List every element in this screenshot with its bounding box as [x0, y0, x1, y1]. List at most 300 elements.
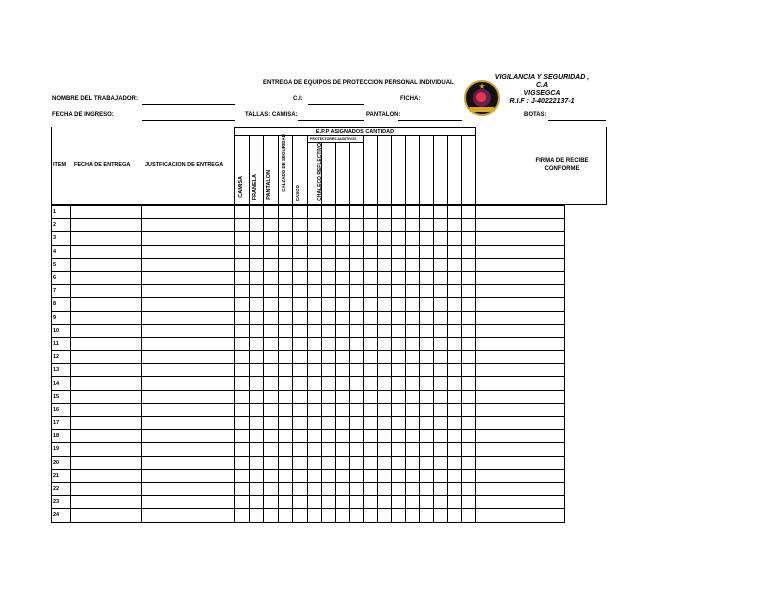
table-cell[interactable] — [462, 245, 476, 258]
table-cell[interactable] — [71, 206, 142, 219]
table-cell[interactable] — [448, 245, 462, 258]
table-cell[interactable] — [434, 232, 448, 245]
table-cell[interactable] — [279, 456, 293, 469]
table-cell[interactable] — [308, 206, 322, 219]
table-cell[interactable] — [336, 469, 350, 482]
table-cell[interactable] — [378, 271, 392, 284]
table-cell[interactable] — [392, 377, 406, 390]
table-cell[interactable] — [378, 232, 392, 245]
table-cell[interactable] — [420, 509, 434, 522]
table-cell[interactable] — [142, 482, 235, 495]
table-cell[interactable] — [392, 417, 406, 430]
table-cell[interactable] — [279, 245, 293, 258]
table-cell[interactable] — [350, 364, 364, 377]
table-cell[interactable] — [476, 337, 565, 350]
table-cell[interactable] — [420, 496, 434, 509]
table-cell[interactable] — [308, 469, 322, 482]
table-cell[interactable] — [392, 324, 406, 337]
table-cell[interactable] — [322, 285, 336, 298]
table-cell[interactable] — [336, 364, 350, 377]
table-cell[interactable] — [392, 232, 406, 245]
table-cell[interactable] — [448, 417, 462, 430]
table-cell[interactable] — [378, 417, 392, 430]
table-cell[interactable] — [476, 298, 565, 311]
table-cell[interactable] — [462, 377, 476, 390]
table-cell[interactable] — [71, 430, 142, 443]
table-cell[interactable] — [279, 324, 293, 337]
table-cell[interactable] — [434, 390, 448, 403]
table-cell[interactable] — [364, 417, 378, 430]
table-cell[interactable] — [350, 285, 364, 298]
table-cell[interactable] — [264, 324, 279, 337]
table-cell[interactable] — [235, 430, 250, 443]
table-cell[interactable] — [235, 298, 250, 311]
table-cell[interactable] — [336, 219, 350, 232]
table-cell[interactable] — [71, 337, 142, 350]
table-cell[interactable] — [336, 245, 350, 258]
table-cell[interactable] — [350, 403, 364, 416]
table-cell[interactable] — [336, 285, 350, 298]
table-cell[interactable] — [392, 456, 406, 469]
table-cell[interactable] — [448, 443, 462, 456]
table-cell[interactable] — [71, 351, 142, 364]
table-cell[interactable] — [392, 469, 406, 482]
table-cell[interactable] — [250, 469, 264, 482]
table-cell[interactable] — [406, 351, 420, 364]
table-cell[interactable] — [392, 351, 406, 364]
table-cell[interactable] — [142, 337, 235, 350]
table-cell[interactable] — [378, 324, 392, 337]
table-cell[interactable] — [308, 324, 322, 337]
table-cell[interactable] — [364, 390, 378, 403]
table-cell[interactable] — [308, 219, 322, 232]
table-cell[interactable] — [279, 271, 293, 284]
table-cell[interactable] — [336, 311, 350, 324]
table-cell[interactable] — [71, 403, 142, 416]
table-cell[interactable] — [142, 430, 235, 443]
table-cell[interactable] — [448, 469, 462, 482]
table-cell[interactable] — [235, 219, 250, 232]
table-cell[interactable] — [420, 219, 434, 232]
table-cell[interactable] — [462, 351, 476, 364]
table-cell[interactable] — [308, 298, 322, 311]
table-cell[interactable] — [279, 443, 293, 456]
table-cell[interactable] — [434, 206, 448, 219]
table-cell[interactable] — [336, 417, 350, 430]
table-cell[interactable] — [350, 337, 364, 350]
table-cell[interactable] — [322, 430, 336, 443]
table-cell[interactable] — [336, 430, 350, 443]
table-cell[interactable] — [142, 245, 235, 258]
table-cell[interactable] — [378, 245, 392, 258]
table-cell[interactable] — [420, 298, 434, 311]
table-cell[interactable] — [420, 258, 434, 271]
table-cell[interactable] — [235, 390, 250, 403]
table-cell[interactable] — [264, 390, 279, 403]
table-cell[interactable] — [279, 206, 293, 219]
table-cell[interactable] — [279, 482, 293, 495]
table-cell[interactable] — [364, 456, 378, 469]
worker-name-field[interactable] — [142, 104, 235, 105]
table-cell[interactable] — [420, 206, 434, 219]
table-cell[interactable] — [293, 364, 308, 377]
table-cell[interactable] — [336, 509, 350, 522]
table-cell[interactable] — [350, 417, 364, 430]
table-cell[interactable] — [364, 271, 378, 284]
table-cell[interactable] — [350, 206, 364, 219]
table-cell[interactable] — [264, 311, 279, 324]
table-cell[interactable] — [448, 390, 462, 403]
table-cell[interactable] — [420, 443, 434, 456]
table-cell[interactable] — [322, 351, 336, 364]
table-cell[interactable] — [71, 482, 142, 495]
table-cell[interactable] — [142, 443, 235, 456]
table-cell[interactable] — [322, 258, 336, 271]
table-cell[interactable] — [378, 364, 392, 377]
table-cell[interactable] — [364, 337, 378, 350]
table-cell[interactable] — [476, 271, 565, 284]
table-cell[interactable] — [336, 271, 350, 284]
table-cell[interactable] — [235, 377, 250, 390]
table-cell[interactable] — [350, 496, 364, 509]
table-cell[interactable] — [476, 496, 565, 509]
table-cell[interactable] — [71, 469, 142, 482]
table-cell[interactable] — [462, 469, 476, 482]
table-cell[interactable] — [434, 469, 448, 482]
table-cell[interactable] — [142, 258, 235, 271]
table-cell[interactable] — [462, 496, 476, 509]
table-cell[interactable] — [250, 351, 264, 364]
table-cell[interactable] — [293, 232, 308, 245]
table-cell[interactable] — [235, 496, 250, 509]
table-cell[interactable] — [448, 496, 462, 509]
table-cell[interactable] — [364, 232, 378, 245]
table-cell[interactable] — [406, 245, 420, 258]
table-cell[interactable] — [308, 403, 322, 416]
table-cell[interactable] — [392, 206, 406, 219]
table-cell[interactable] — [448, 285, 462, 298]
table-cell[interactable] — [264, 258, 279, 271]
table-cell[interactable] — [142, 324, 235, 337]
table-cell[interactable] — [406, 311, 420, 324]
table-cell[interactable] — [392, 219, 406, 232]
table-cell[interactable] — [420, 337, 434, 350]
table-cell[interactable] — [293, 351, 308, 364]
table-cell[interactable] — [406, 417, 420, 430]
table-cell[interactable] — [476, 245, 565, 258]
table-cell[interactable] — [71, 377, 142, 390]
table-cell[interactable] — [406, 469, 420, 482]
table-cell[interactable] — [462, 430, 476, 443]
table-cell[interactable] — [250, 496, 264, 509]
table-cell[interactable] — [264, 417, 279, 430]
table-cell[interactable] — [420, 469, 434, 482]
table-cell[interactable] — [462, 390, 476, 403]
table-cell[interactable] — [250, 258, 264, 271]
table-cell[interactable] — [364, 258, 378, 271]
table-cell[interactable] — [476, 482, 565, 495]
table-cell[interactable] — [364, 469, 378, 482]
table-cell[interactable] — [434, 403, 448, 416]
table-cell[interactable] — [142, 232, 235, 245]
table-cell[interactable] — [322, 311, 336, 324]
table-cell[interactable] — [476, 417, 565, 430]
table-cell[interactable] — [142, 377, 235, 390]
table-cell[interactable] — [434, 377, 448, 390]
table-cell[interactable] — [235, 271, 250, 284]
table-cell[interactable] — [420, 456, 434, 469]
table-cell[interactable] — [378, 482, 392, 495]
table-cell[interactable] — [250, 337, 264, 350]
table-cell[interactable] — [476, 403, 565, 416]
table-cell[interactable] — [434, 351, 448, 364]
table-cell[interactable] — [71, 364, 142, 377]
table-cell[interactable] — [434, 443, 448, 456]
table-cell[interactable] — [350, 509, 364, 522]
table-cell[interactable] — [336, 390, 350, 403]
table-cell[interactable] — [350, 390, 364, 403]
table-cell[interactable] — [392, 430, 406, 443]
table-cell[interactable] — [293, 456, 308, 469]
table-cell[interactable] — [264, 271, 279, 284]
table-cell[interactable] — [308, 245, 322, 258]
table-cell[interactable] — [322, 469, 336, 482]
table-cell[interactable] — [434, 337, 448, 350]
table-cell[interactable] — [250, 482, 264, 495]
table-cell[interactable] — [420, 482, 434, 495]
table-cell[interactable] — [279, 232, 293, 245]
table-cell[interactable] — [293, 271, 308, 284]
table-cell[interactable] — [420, 417, 434, 430]
table-cell[interactable] — [71, 496, 142, 509]
table-cell[interactable] — [462, 337, 476, 350]
table-cell[interactable] — [308, 364, 322, 377]
table-cell[interactable] — [364, 443, 378, 456]
table-cell[interactable] — [434, 430, 448, 443]
table-cell[interactable] — [71, 311, 142, 324]
table-cell[interactable] — [448, 219, 462, 232]
table-cell[interactable] — [71, 509, 142, 522]
table-cell[interactable] — [322, 443, 336, 456]
table-cell[interactable] — [364, 430, 378, 443]
table-cell[interactable] — [264, 219, 279, 232]
table-cell[interactable] — [406, 337, 420, 350]
table-cell[interactable] — [364, 298, 378, 311]
table-cell[interactable] — [293, 311, 308, 324]
table-cell[interactable] — [476, 285, 565, 298]
table-cell[interactable] — [293, 390, 308, 403]
table-cell[interactable] — [336, 377, 350, 390]
table-cell[interactable] — [336, 443, 350, 456]
table-cell[interactable] — [142, 417, 235, 430]
table-cell[interactable] — [235, 364, 250, 377]
table-cell[interactable] — [264, 430, 279, 443]
table-cell[interactable] — [476, 390, 565, 403]
table-cell[interactable] — [235, 232, 250, 245]
boots-size-field[interactable] — [548, 120, 606, 121]
table-cell[interactable] — [420, 430, 434, 443]
table-cell[interactable] — [293, 496, 308, 509]
table-cell[interactable] — [293, 258, 308, 271]
table-cell[interactable] — [350, 377, 364, 390]
table-cell[interactable] — [279, 430, 293, 443]
table-cell[interactable] — [142, 351, 235, 364]
table-cell[interactable] — [308, 271, 322, 284]
table-cell[interactable] — [434, 258, 448, 271]
table-cell[interactable] — [420, 390, 434, 403]
table-cell[interactable] — [392, 509, 406, 522]
table-cell[interactable] — [392, 285, 406, 298]
table-cell[interactable] — [392, 482, 406, 495]
table-cell[interactable] — [378, 351, 392, 364]
table-cell[interactable] — [350, 271, 364, 284]
table-cell[interactable] — [250, 443, 264, 456]
table-cell[interactable] — [350, 351, 364, 364]
table-cell[interactable] — [378, 390, 392, 403]
table-cell[interactable] — [406, 285, 420, 298]
table-cell[interactable] — [420, 324, 434, 337]
table-cell[interactable] — [293, 377, 308, 390]
table-cell[interactable] — [378, 469, 392, 482]
table-cell[interactable] — [448, 298, 462, 311]
table-cell[interactable] — [434, 285, 448, 298]
table-cell[interactable] — [350, 324, 364, 337]
table-cell[interactable] — [476, 219, 565, 232]
table-cell[interactable] — [378, 206, 392, 219]
table-cell[interactable] — [250, 245, 264, 258]
table-cell[interactable] — [293, 219, 308, 232]
table-cell[interactable] — [235, 417, 250, 430]
table-cell[interactable] — [322, 219, 336, 232]
table-cell[interactable] — [250, 285, 264, 298]
table-cell[interactable] — [308, 482, 322, 495]
table-cell[interactable] — [434, 456, 448, 469]
table-cell[interactable] — [378, 258, 392, 271]
table-cell[interactable] — [142, 390, 235, 403]
table-cell[interactable] — [142, 456, 235, 469]
table-cell[interactable] — [308, 509, 322, 522]
table-cell[interactable] — [364, 351, 378, 364]
table-cell[interactable] — [420, 364, 434, 377]
table-cell[interactable] — [378, 298, 392, 311]
table-cell[interactable] — [142, 364, 235, 377]
table-cell[interactable] — [364, 285, 378, 298]
table-cell[interactable] — [308, 443, 322, 456]
table-cell[interactable] — [293, 482, 308, 495]
table-cell[interactable] — [378, 456, 392, 469]
table-cell[interactable] — [71, 258, 142, 271]
table-cell[interactable] — [308, 496, 322, 509]
table-cell[interactable] — [250, 232, 264, 245]
table-cell[interactable] — [336, 206, 350, 219]
table-cell[interactable] — [250, 509, 264, 522]
table-cell[interactable] — [322, 245, 336, 258]
table-cell[interactable] — [293, 245, 308, 258]
table-cell[interactable] — [142, 403, 235, 416]
table-cell[interactable] — [462, 482, 476, 495]
table-cell[interactable] — [235, 456, 250, 469]
table-cell[interactable] — [235, 351, 250, 364]
table-cell[interactable] — [279, 351, 293, 364]
table-cell[interactable] — [293, 443, 308, 456]
table-cell[interactable] — [235, 337, 250, 350]
table-cell[interactable] — [392, 337, 406, 350]
table-cell[interactable] — [462, 311, 476, 324]
table-cell[interactable] — [322, 232, 336, 245]
table-cell[interactable] — [308, 377, 322, 390]
table-cell[interactable] — [71, 417, 142, 430]
table-cell[interactable] — [406, 364, 420, 377]
table-cell[interactable] — [293, 337, 308, 350]
table-cell[interactable] — [448, 430, 462, 443]
table-cell[interactable] — [279, 364, 293, 377]
table-cell[interactable] — [71, 285, 142, 298]
table-cell[interactable] — [279, 337, 293, 350]
table-cell[interactable] — [392, 271, 406, 284]
table-cell[interactable] — [406, 403, 420, 416]
table-cell[interactable] — [293, 430, 308, 443]
table-cell[interactable] — [392, 245, 406, 258]
table-cell[interactable] — [420, 245, 434, 258]
table-cell[interactable] — [279, 377, 293, 390]
table-cell[interactable] — [448, 337, 462, 350]
table-cell[interactable] — [264, 298, 279, 311]
table-cell[interactable] — [293, 403, 308, 416]
table-cell[interactable] — [476, 456, 565, 469]
table-cell[interactable] — [293, 298, 308, 311]
table-cell[interactable] — [142, 219, 235, 232]
table-cell[interactable] — [142, 311, 235, 324]
table-cell[interactable] — [293, 509, 308, 522]
table-cell[interactable] — [462, 417, 476, 430]
table-cell[interactable] — [264, 364, 279, 377]
table-cell[interactable] — [406, 482, 420, 495]
table-cell[interactable] — [378, 377, 392, 390]
table-cell[interactable] — [462, 324, 476, 337]
table-cell[interactable] — [350, 430, 364, 443]
table-cell[interactable] — [434, 509, 448, 522]
table-cell[interactable] — [434, 219, 448, 232]
table-cell[interactable] — [448, 456, 462, 469]
table-cell[interactable] — [462, 456, 476, 469]
table-cell[interactable] — [264, 337, 279, 350]
table-cell[interactable] — [336, 403, 350, 416]
table-cell[interactable] — [476, 509, 565, 522]
table-cell[interactable] — [350, 232, 364, 245]
table-cell[interactable] — [250, 377, 264, 390]
table-cell[interactable] — [420, 377, 434, 390]
table-cell[interactable] — [462, 285, 476, 298]
table-cell[interactable] — [476, 258, 565, 271]
table-cell[interactable] — [448, 509, 462, 522]
table-cell[interactable] — [434, 496, 448, 509]
table-cell[interactable] — [462, 403, 476, 416]
table-cell[interactable] — [378, 496, 392, 509]
table-cell[interactable] — [462, 206, 476, 219]
table-cell[interactable] — [264, 469, 279, 482]
table-cell[interactable] — [279, 390, 293, 403]
table-cell[interactable] — [462, 232, 476, 245]
table-cell[interactable] — [350, 469, 364, 482]
table-cell[interactable] — [235, 285, 250, 298]
table-cell[interactable] — [71, 324, 142, 337]
table-cell[interactable] — [406, 456, 420, 469]
table-cell[interactable] — [406, 509, 420, 522]
table-cell[interactable] — [235, 258, 250, 271]
table-cell[interactable] — [322, 417, 336, 430]
table-cell[interactable] — [406, 496, 420, 509]
table-cell[interactable] — [250, 417, 264, 430]
